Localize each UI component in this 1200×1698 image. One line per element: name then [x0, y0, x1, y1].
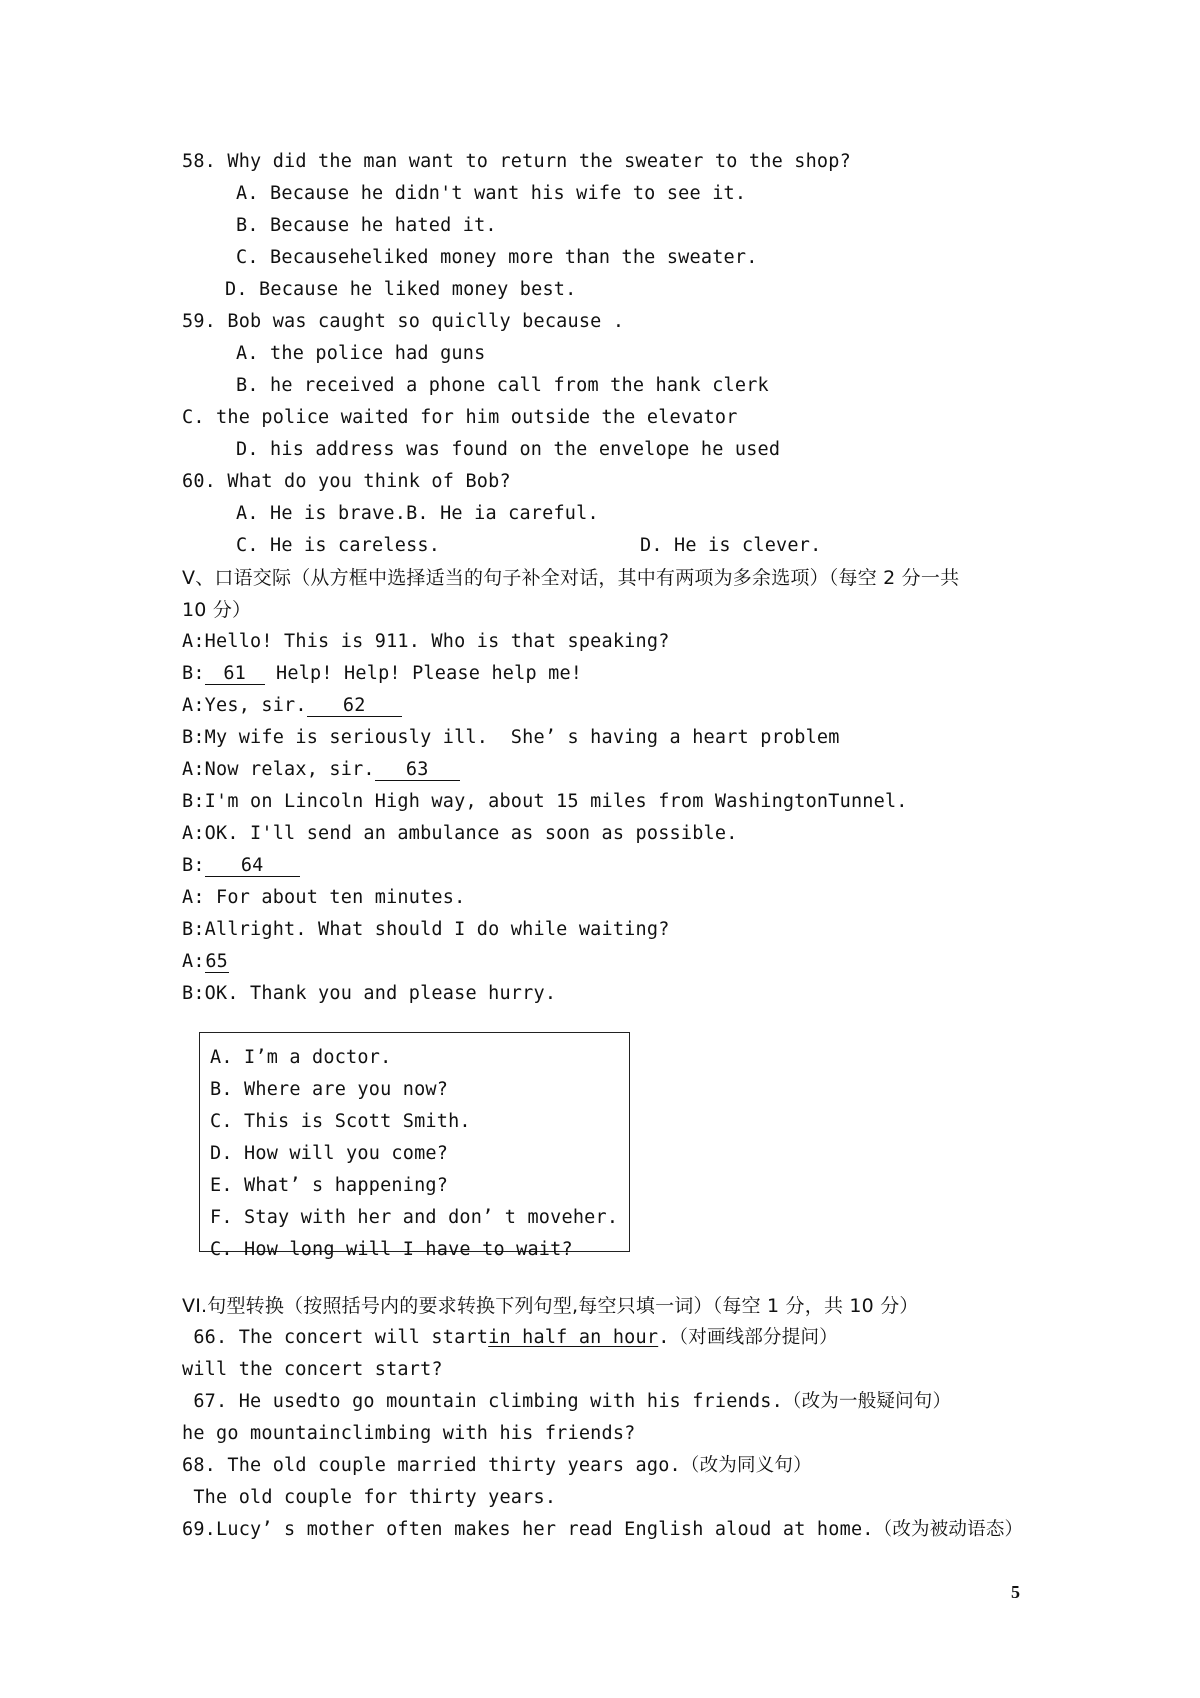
- dialogue-line-8: [182, 854, 300, 878]
- dialogue-line-10: B:Allright. What should I do while waiting?: [182, 919, 670, 940]
- dialogue-text: Help! Help! Please help me!: [264, 663, 583, 684]
- blank-63[interactable]: 63: [375, 760, 460, 781]
- dialogue-text: A:Yes, sir.: [182, 695, 307, 716]
- box-option-c: C. This is Scott Smith.: [210, 1111, 471, 1132]
- q60-option-a: A. He is brave.: [236, 503, 407, 524]
- dialogue-line-6: B:I'm on Lincoln High way, about 15 miles from WashingtonTunnel.: [182, 791, 908, 812]
- blank-62[interactable]: 62: [307, 696, 402, 717]
- q66-instruction: .（对画线部分提问）: [658, 1327, 838, 1348]
- q60-options-ab: [236, 502, 599, 526]
- q58-option-d: D. Because he liked money best.: [225, 279, 577, 300]
- question-66: [182, 1326, 838, 1350]
- dialogue-line-1: A:Hello! This is 911. Who is that speaking?: [182, 631, 670, 652]
- q68-answer-line: The old couple for thirty years.: [182, 1487, 557, 1508]
- speaker-label: B:: [182, 855, 205, 876]
- dialogue-line-5: [182, 758, 460, 782]
- question-59: 59. Bob was caught so quiclly because .: [182, 311, 625, 332]
- q60-option-d: D. He is clever.: [640, 535, 822, 556]
- box-option-d: D. How will you come?: [210, 1143, 449, 1164]
- dialogue-line-9: A: For about ten minutes.: [182, 887, 466, 908]
- q66-text: 66. The concert will start: [182, 1327, 489, 1348]
- dialogue-line-12: B:OK. Thank you and please hurry.: [182, 983, 557, 1004]
- box-option-f: F. Stay with her and don’ t movehe​r.: [210, 1207, 619, 1228]
- question-67: 67. He usedto go mountain climbing with his friends.（改为一般疑问句）: [182, 1391, 952, 1412]
- question-69: 69.Lucy’ s mother often makes her read English aloud at home.（改为被动语态）: [182, 1519, 1024, 1540]
- dialogue-line-7: A:OK. I'll send an ambulance as soon as possible.: [182, 823, 738, 844]
- q66-underlined-phrase: in half an hour: [488, 1327, 659, 1348]
- question-58: 58. Why did the man want to return the sweater to the shop?: [182, 151, 851, 172]
- speaker-label: A:: [182, 951, 205, 972]
- q59-option-a: A. the police had guns: [236, 343, 486, 364]
- blank-65[interactable]: 65: [205, 951, 229, 972]
- blank-64[interactable]: 64: [205, 856, 300, 877]
- page-number: 5: [1011, 1582, 1020, 1602]
- q59-option-d: D. his address was found on the envelope he used: [236, 439, 781, 460]
- box-option-g: C. How long will I have to wait?: [210, 1239, 573, 1260]
- q58-option-a: A. Because he didn't want his wife to see it.: [236, 183, 747, 204]
- box-option-e: E. What’ s happening?: [210, 1175, 449, 1196]
- q60-option-b: B. He ia careful.: [406, 503, 599, 524]
- q59-option-b: B. he received a phone call from the hank clerk: [236, 375, 769, 396]
- q60-option-c: C. He is careless.: [236, 535, 441, 556]
- dialogue-line-2: [182, 662, 582, 686]
- speaker-label: B:: [182, 663, 205, 684]
- q67-answer-line: he go mountainclimbing with his friends?: [182, 1423, 636, 1444]
- box-option-a: A. I’m a doctor.: [210, 1047, 392, 1068]
- q58-option-b: B. Because he hated it.: [236, 215, 497, 236]
- dialogue-line-3: [182, 694, 402, 718]
- blank-61[interactable]: 61: [205, 664, 265, 685]
- box-option-b: B. Where are you now?: [210, 1079, 449, 1100]
- dialogue-line-11: [182, 950, 229, 974]
- dialogue-text: A:Now relax, sir.: [182, 759, 375, 780]
- q58-option-c: C. Becauseheliked money more than the sweater.: [236, 247, 758, 268]
- dialogue-line-4: B:My wife is seriously ill. She’ s having a heart problem: [182, 727, 840, 748]
- section-5-heading-cont: 10 分）: [182, 599, 252, 621]
- q59-option-c: C. the police waited for him outside the elevator: [182, 407, 738, 428]
- question-68: 68. The old couple married thirty years ago.（改为同义句）: [182, 1455, 812, 1476]
- q66-answer-line: will the concert start?: [182, 1359, 443, 1380]
- section-5-heading: V、口语交际（从方框中选择适当的句子补全对话，其中有两项为多余选项）（每空 2 分一共: [182, 567, 960, 589]
- question-60: 60. What do you think of Bob?: [182, 471, 511, 492]
- section-6-heading: VI.句型转换（按照括号内的要求转换下列句型,每空只填一词）（每空 1 分，共 10 分）: [182, 1295, 919, 1317]
